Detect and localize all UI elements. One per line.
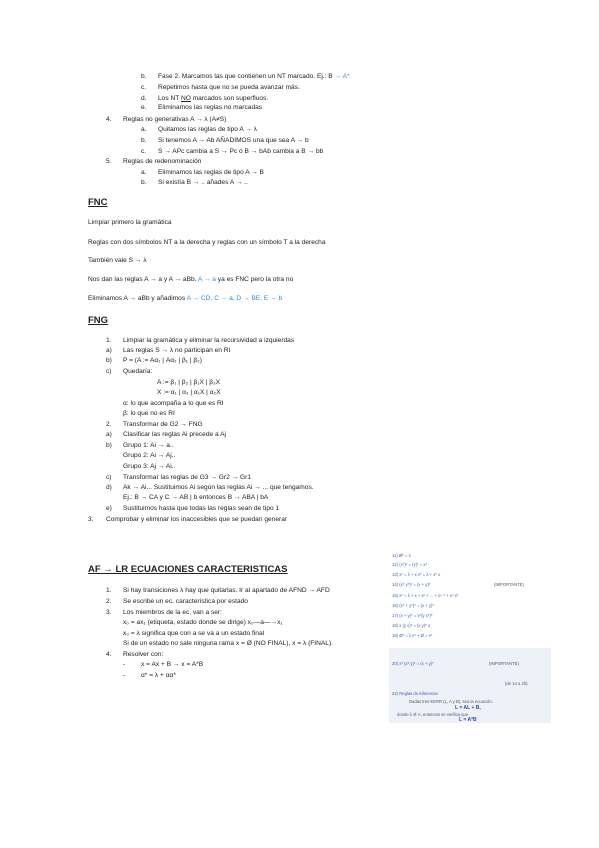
list-item: Transformar de G2 → FNG — [123, 421, 203, 428]
list-item: Grupo 3: Aj → Ai.. — [123, 463, 176, 470]
list-item: Fase 2. Marcamos las que contienen un NT marcado. Ej.: B → A* — [158, 73, 350, 80]
list-item: Grupo 2: Ai → Aj.. — [123, 452, 176, 459]
list-marker: 1. — [106, 337, 112, 344]
formula-line: 17) (x + y)* = x*(y x*)* — [392, 613, 433, 618]
paragraph: Reglas con dos símbolos NT a la derecha y reglas con un símbolo T a la derecha — [88, 239, 326, 246]
list-item: Sustituimos hasta que todas las reglas sean de tipo 1 — [123, 505, 280, 512]
formula-equation: L = A*B — [459, 717, 477, 723]
list-marker: 5. — [106, 158, 112, 165]
list-item: Resolver con: — [123, 651, 164, 658]
list-item: S → APc cambia a S → Pc ó B → bAb cambia a B → bb — [158, 148, 324, 155]
list-marker: a. — [141, 169, 147, 176]
list-item: Repetimos hasta que no se pueda avanzar más. — [158, 84, 300, 91]
list-marker: c) — [106, 474, 112, 481]
formula-line: X := α₁ | α₂ | α₁X | α₂X — [157, 389, 221, 396]
list-item: Los NT NO marcados son superfluos. — [158, 95, 269, 102]
list-marker: a) — [106, 431, 112, 438]
list-item: Ej.: B → CA y C → AB | b entonces B → ABA | bA — [123, 494, 269, 501]
section-heading-fnc: FNC — [88, 197, 108, 208]
formula-line: A := β₁ | β₂ | β₁X | β₂X — [157, 379, 221, 386]
list-item: x₀ = ax₁ (etiqueta, estado donde se dirige) x₀—a—→x₁ — [123, 619, 283, 626]
formula-line: 15) x* = λ + x + x² + ... + xⁿ⁻¹ + xⁿ x* — [392, 593, 459, 598]
list-item: Comprobar y eliminar los inaccesibles que se puedan generar — [106, 516, 288, 523]
list-marker: b. — [141, 137, 147, 144]
bullet: - — [123, 672, 126, 679]
formula-tag: (IMPORTANTE) — [494, 582, 524, 587]
paragraph: También vale S → λ — [88, 257, 147, 264]
list-item: α* = λ + αα* — [141, 672, 176, 679]
list-marker: c. — [141, 84, 147, 91]
paragraph: Nos dan las reglas A → a y A → aBb. A → a ya es FNC pero la otra no — [88, 276, 294, 283]
list-item: α: lo que acompaña a lo que es RI — [123, 400, 224, 407]
list-item: Se escribe un ec. característica por estado — [123, 598, 248, 605]
paragraph: Eliminamos A → aBb y añadimos A → CD, C → a, D → BE, E → b — [88, 295, 283, 302]
list-marker: e) — [106, 505, 112, 512]
list-marker: 1. — [106, 587, 112, 594]
list-item: Grupo 1: Ai → a.. — [123, 442, 174, 449]
list-item: Reglas de redenominación — [123, 158, 202, 165]
formula-tag: (IMPORTANTE) — [489, 661, 519, 666]
formula-rule: 22) Reglas de inferencia: — [392, 691, 439, 696]
list-item: Reglas no generativas A → λ (A≠S) — [123, 116, 227, 123]
section-heading-fng: FNG — [88, 315, 109, 326]
list-item: Las reglas S → λ no participan en RI — [123, 347, 231, 354]
formula-line: 13) x* = λ + x x* = λ + x* x — [392, 572, 441, 577]
list-marker: d. — [141, 95, 147, 102]
list-marker: 2. — [106, 421, 112, 428]
list-item: Transformar las reglas de G3 → Gr2 → Gr1 — [123, 474, 252, 481]
list-marker: 3. — [106, 609, 112, 616]
list-item: Si hay transiciones λ hay que quitarlas. Ir al apartado de AFND → AFD — [123, 587, 330, 594]
formula-line: 14) (x* y*)* = (x + y)* — [392, 582, 431, 587]
formula-line: 19) Ø* = λ x* + Ø = x* — [392, 633, 433, 638]
list-item: Limpiar la gramática y eliminar la recursividad a izquierdas — [123, 337, 295, 344]
list-item: Si de un estado no sale ninguna rama x = Ø (NO FINAL), x = λ (FINAL). — [123, 640, 333, 647]
formula-line: 20) x* (x* y)* = (x + y)* — [392, 661, 434, 666]
list-marker: b. — [141, 179, 147, 186]
formula-line: 18) x (y x)* = (x y)* x — [392, 623, 431, 628]
formula-line: 11) Ø* = λ — [392, 553, 411, 558]
list-item: Quitamos las reglas de tipo A → λ — [158, 126, 257, 133]
list-item: Los miembros de la ec. van a ser: — [123, 609, 222, 616]
list-marker: b) — [106, 442, 112, 449]
list-item: Eliminamos las reglas no marcadas — [158, 104, 263, 111]
list-marker: 2. — [106, 598, 112, 605]
list-marker: a) — [106, 347, 112, 354]
list-item: P = (A := Aα₁ | Aα₂ | β₁ | β₂) — [123, 357, 202, 364]
list-item: x₀ = λ significa que con a se va a un estado final — [123, 630, 265, 637]
list-marker: a. — [141, 126, 147, 133]
formula-desc: Dadas tres EERR (L, A y B), sea la ecuación: — [409, 699, 493, 704]
paragraph: Limpiar primero la gramática — [88, 219, 172, 226]
formula-image — [389, 551, 551, 723]
list-item: Eliminamos las reglas de tipo A → B — [158, 169, 264, 176]
formula-equation: L = AL + B, — [455, 705, 481, 711]
list-marker: d) — [106, 484, 112, 491]
formula-line: 12) (x*)* = (x)* = x* — [392, 562, 428, 567]
list-marker: e. — [141, 104, 147, 111]
formula-desc: donde λ ∉ A, entonces se verifica que — [397, 712, 469, 717]
bullet: - — [123, 661, 126, 668]
list-item: Quedaría: — [123, 368, 153, 375]
section-heading-af-lr: AF → LR ECUACIONES CARACTERISTICAS — [88, 564, 288, 575]
list-marker: 4. — [106, 116, 112, 123]
list-item: Clasificar las reglas Ai precede a Aj — [123, 431, 226, 438]
list-marker: 3. — [88, 516, 94, 523]
list-marker: b. — [141, 73, 147, 80]
list-marker: b) — [106, 357, 112, 364]
list-item: Si existía B → .. añades A → .. — [158, 179, 248, 186]
list-item: Ak → Ai... Sustituimos Ai según las reglas Ai → ... que tengamos. — [123, 484, 314, 491]
list-marker: c) — [106, 368, 112, 375]
list-item: Si tenemos A → Ab AÑADIMOS una que sea A → b — [158, 137, 309, 144]
formula-tag: (de 14 a 20) — [505, 681, 528, 686]
list-marker: 4. — [106, 651, 112, 658]
formula-line: 16) (x* + y*)* = (x + y)* — [392, 603, 435, 608]
list-item: β: lo que no es RI — [123, 410, 175, 417]
list-item: x = Ax + B → x = A*B — [141, 661, 204, 668]
list-marker: c. — [141, 148, 147, 155]
